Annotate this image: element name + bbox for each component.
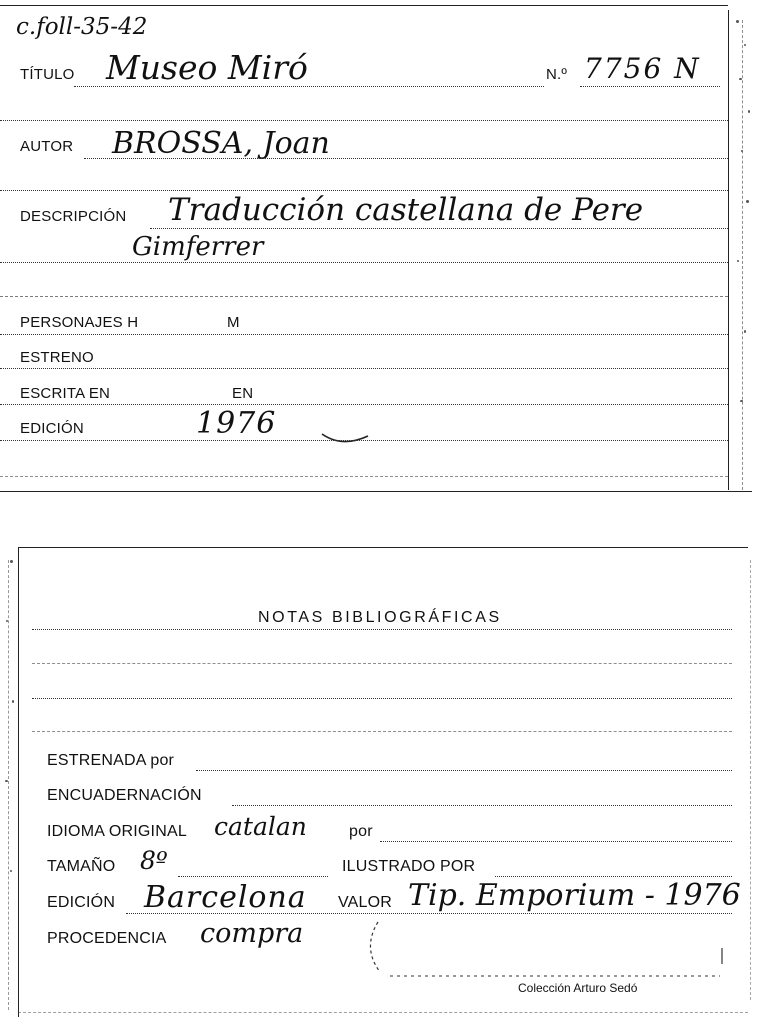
idioma-por-label: por [349,823,373,840]
ruled-line [32,663,732,664]
escrita-en-label: EN [232,385,254,402]
edicion-bottom-value: Barcelona [144,880,307,915]
estrenada-label: ESTRENADA por [47,752,175,769]
edicion-label: EDICIÓN [20,420,84,437]
numero-value: 7756 N [584,52,701,85]
personajes-label: PERSONAJES H [20,314,139,331]
idioma-rule [380,841,732,842]
titulo-label: TÍTULO [20,66,75,83]
pen-stroke [320,418,380,446]
estreno-label: ESTRENO [20,349,94,366]
descripcion-rule [150,228,728,229]
ruled-line [32,629,732,630]
ruled-line [0,296,728,297]
tamano-label: TAMAÑO [47,858,116,875]
valor-value: Tip. Emporium - 1976 [408,878,741,913]
catalog-reference: c.foll-35-42 [16,14,148,40]
tamano-rule [178,876,328,877]
valor-label: VALOR [338,894,393,911]
top-card-right-edge-shadow [742,20,743,490]
stamp-outline [360,918,740,982]
tamano-value: 8º [140,846,168,875]
procedencia-value: compra [200,918,304,949]
ruled-line [32,698,732,699]
bottom-card-right-edge [750,560,751,1000]
ilustrado-rule [495,876,732,877]
bottom-card-left-edge-shadow [8,560,9,1010]
personajes-rule [0,334,728,335]
top-card-top-edge [0,5,728,6]
top-card-right-edge [728,10,729,490]
autor-label: AUTOR [20,138,74,155]
edicion-bottom-rule [126,913,732,914]
ruled-line [0,476,728,477]
bottom-card-bottom-edge [18,1012,748,1013]
procedencia-label: PROCEDENCIA [47,930,167,947]
numero-rule [580,86,720,87]
encuadernacion-rule [232,805,732,806]
top-card-bottom-edge [0,491,752,492]
collection-footer: Colección Arturo Sedó [518,981,638,995]
ruled-line [0,120,728,121]
autor-rule [84,158,728,159]
escrita-rule [0,404,728,405]
notas-title: NOTAS BIBLIOGRÁFICAS [258,609,502,626]
descripcion-value-line2: Gimferrer [132,232,264,262]
estreno-rule [0,368,728,369]
bottom-card-left-edge [18,547,19,1017]
personajes-m-label: M [227,314,240,331]
autor-value: BROSSA, Joan [112,126,330,161]
titulo-rule [74,86,544,87]
edicion-bottom-label: EDICIÓN [47,894,116,911]
ruled-line [0,190,728,191]
idioma-label: IDIOMA ORIGINAL [47,823,187,840]
bottom-card-top-edge [18,547,748,548]
titulo-value: Museo Miró [106,48,308,87]
descripcion-value-line1: Traducción castellana de Pere [168,192,644,228]
ruled-line [0,262,728,263]
idioma-value: catalan [214,812,307,841]
escrita-label: ESCRITA EN [20,385,111,402]
descripcion-label: DESCRIPCIÓN [20,208,127,225]
ilustrado-label: ILUSTRADO POR [342,858,476,875]
numero-label: N.º [546,66,568,83]
ruled-line [32,731,732,732]
edicion-value: 1976 [196,406,277,441]
encuadernacion-label: ENCUADERNACIÓN [47,787,202,804]
edicion-rule [0,440,728,441]
estrenada-rule [196,770,732,771]
